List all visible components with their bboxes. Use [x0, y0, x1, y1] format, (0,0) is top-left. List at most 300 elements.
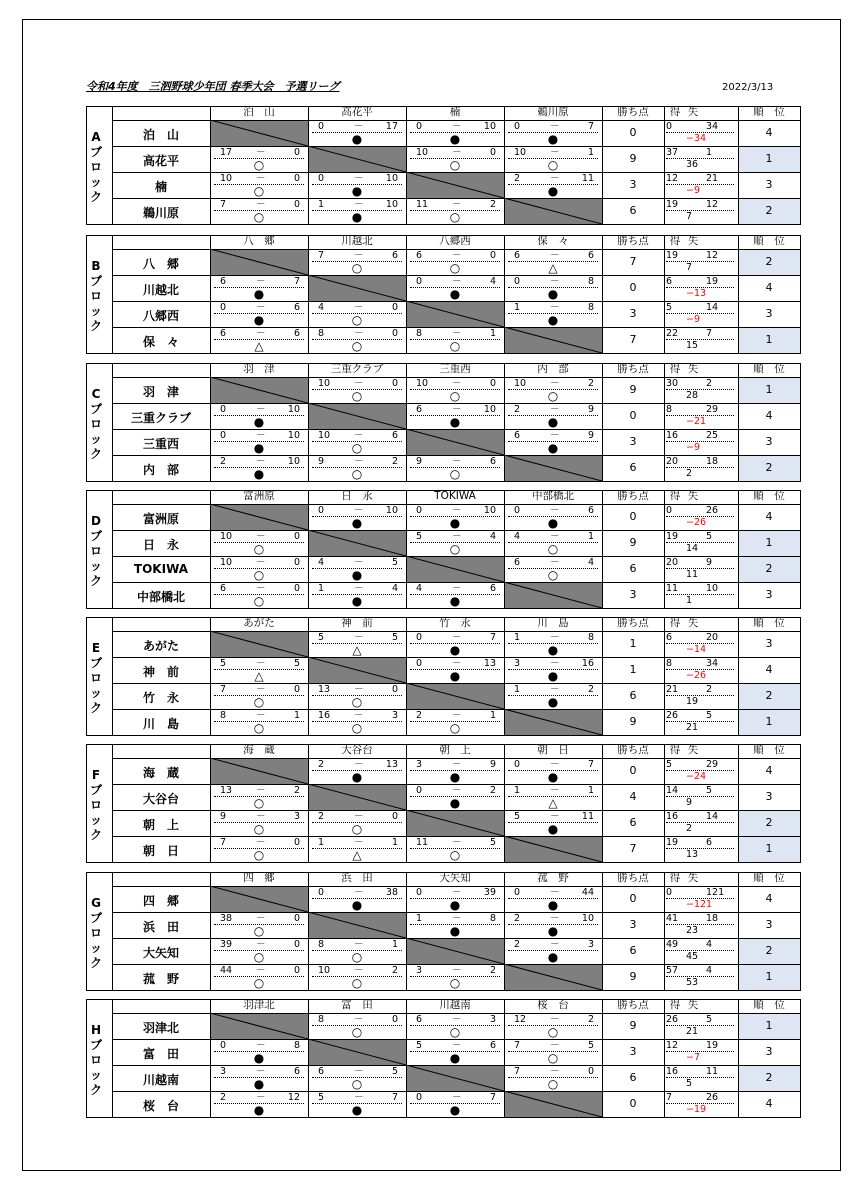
score-separator: － — [256, 913, 266, 924]
self-match-cell — [210, 249, 308, 275]
rank-value: 1 — [765, 715, 773, 728]
score-opponent: 13 — [385, 759, 398, 770]
rank-value: 4 — [765, 892, 773, 905]
match-cell — [210, 1039, 308, 1065]
block-a — [86, 106, 800, 224]
self-match-cell — [504, 709, 602, 735]
self-match-cell — [504, 327, 602, 353]
score-separator: － — [452, 276, 462, 287]
match-cell — [210, 198, 308, 224]
result-symbol: ○ — [449, 848, 461, 862]
column-line — [664, 617, 665, 735]
runs-for: 14 — [666, 785, 679, 796]
result-symbol: ● — [351, 594, 363, 608]
team-name: 高花平 — [142, 154, 179, 168]
score-separator: － — [550, 939, 560, 950]
match-cell — [406, 249, 504, 275]
runs-for: 0 — [666, 887, 673, 898]
result-symbol: ○ — [449, 210, 461, 224]
result-symbol: ● — [253, 441, 265, 455]
match-cell — [504, 275, 602, 301]
runs-for: 5 — [666, 759, 673, 770]
score-opponent: 0 — [293, 173, 300, 184]
self-match-cell — [406, 172, 504, 198]
header-team-name: 富 田 — [341, 999, 373, 1011]
block-right-line — [800, 872, 801, 991]
result-symbol: △ — [548, 261, 558, 275]
self-match-cell — [308, 403, 406, 429]
header-rank: 順 位 — [753, 106, 785, 118]
result-symbol: ● — [253, 1077, 265, 1091]
runs-for: 6 — [666, 632, 673, 643]
block-right-line — [800, 617, 801, 736]
header-team-name: 四 郷 — [243, 872, 275, 884]
rank-value: 4 — [765, 409, 773, 422]
score-own: 9 — [416, 456, 423, 467]
run-difference: 7 — [686, 211, 693, 222]
result-symbol: ○ — [547, 1025, 559, 1039]
score-separator: － — [452, 837, 462, 848]
score-opponent: 2 — [489, 965, 496, 976]
team-name: 中部橋北 — [136, 590, 185, 604]
score-own: 0 — [416, 505, 423, 516]
score-separator: － — [354, 378, 364, 389]
result-symbol: ● — [547, 132, 559, 146]
block-label — [86, 514, 106, 589]
run-difference: 21 — [686, 1026, 699, 1037]
score-opponent: 1 — [489, 328, 496, 339]
score-separator: － — [452, 785, 462, 796]
result-symbol: ● — [547, 924, 559, 938]
score-own: 10 — [514, 147, 527, 158]
score-opponent: 3 — [489, 1014, 496, 1025]
runs-for: 30 — [666, 378, 679, 389]
score-separator: － — [354, 199, 364, 210]
result-symbol: ● — [547, 441, 559, 455]
score-opponent: 2 — [293, 785, 300, 796]
score-opponent: 0 — [489, 147, 496, 158]
result-symbol: ○ — [449, 158, 461, 172]
score-own: 3 — [416, 965, 423, 976]
team-name: 浜 田 — [142, 920, 179, 934]
match-cell — [504, 172, 602, 198]
score-own: 0 — [416, 121, 423, 132]
run-difference: 19 — [686, 696, 699, 707]
runs-dotted-line — [666, 796, 734, 797]
score-separator: － — [256, 837, 266, 848]
score-separator: － — [354, 759, 364, 770]
match-cell — [406, 530, 504, 556]
score-separator: － — [256, 404, 266, 415]
score-own: 9 — [220, 811, 227, 822]
score-own: 10 — [514, 378, 527, 389]
document-title: 令和4年度 三泗野球少年団 春季大会 予選リーグ — [86, 80, 340, 93]
run-difference: 11 — [686, 569, 699, 580]
rank-value: 3 — [765, 637, 773, 650]
points-value: 3 — [629, 435, 637, 448]
score-opponent: 5 — [391, 557, 398, 568]
header-team-name: 大矢知 — [439, 872, 471, 884]
header-runs-against: 失 — [687, 872, 699, 884]
runs-against: 4 — [706, 939, 713, 950]
header-team-name: 保 々 — [537, 235, 569, 247]
result-symbol: ● — [547, 898, 559, 912]
score-own: 10 — [220, 557, 233, 568]
rank-value: 1 — [765, 842, 773, 855]
team-name: 富 田 — [142, 1047, 179, 1061]
result-symbol: ● — [449, 516, 461, 530]
match-cell — [406, 504, 504, 530]
run-difference: −7 — [686, 1052, 701, 1063]
runs-against: 12 — [706, 199, 719, 210]
match-cell — [308, 198, 406, 224]
score-separator: － — [256, 785, 266, 796]
score-own: 8 — [318, 1014, 325, 1025]
header-rank: 順 位 — [753, 617, 785, 629]
score-separator: － — [256, 302, 266, 313]
result-symbol: ○ — [253, 796, 265, 810]
block-bottom-line — [86, 862, 800, 863]
header-points: 勝ち点 — [617, 744, 649, 756]
score-own: 11 — [416, 837, 429, 848]
score-opponent: 1 — [293, 710, 300, 721]
score-own: 39 — [220, 939, 233, 950]
match-cell — [504, 657, 602, 683]
runs-against: 5 — [706, 531, 713, 542]
score-opponent: 9 — [587, 404, 594, 415]
result-symbol: ○ — [253, 950, 265, 964]
result-symbol: ● — [351, 516, 363, 530]
self-match-cell — [504, 198, 602, 224]
team-name: あがた — [142, 639, 179, 653]
result-symbol: ● — [449, 415, 461, 429]
score-own: 3 — [416, 759, 423, 770]
block-label-text: Gブロック — [89, 896, 102, 970]
score-opponent: 10 — [483, 121, 496, 132]
score-separator: － — [256, 557, 266, 568]
runs-against: 14 — [706, 811, 719, 822]
block-label — [86, 641, 106, 716]
score-separator: － — [550, 887, 560, 898]
match-cell — [308, 810, 406, 836]
block-label-text: Bブロック — [89, 259, 102, 333]
result-symbol: ● — [253, 313, 265, 327]
self-match-cell — [504, 964, 602, 990]
runs-for: 12 — [666, 1040, 679, 1051]
score-own: 44 — [220, 965, 233, 976]
match-cell — [406, 403, 504, 429]
match-cell — [210, 146, 308, 172]
match-cell — [210, 1065, 308, 1091]
result-symbol: ○ — [253, 184, 265, 198]
self-match-cell — [210, 120, 308, 146]
match-cell — [210, 530, 308, 556]
result-symbol: ● — [547, 287, 559, 301]
run-difference: −26 — [686, 517, 707, 528]
team-name: 三重西 — [142, 437, 179, 451]
block-d — [86, 490, 800, 608]
result-symbol: ● — [449, 898, 461, 912]
score-own: 0 — [220, 302, 227, 313]
header-team-name: 楠 — [449, 106, 461, 118]
result-symbol: ○ — [351, 721, 363, 735]
match-cell — [504, 631, 602, 657]
result-symbol: △ — [254, 669, 264, 683]
result-symbol: ○ — [449, 389, 461, 403]
runs-against: 6 — [706, 837, 713, 848]
team-name: 川 島 — [142, 717, 179, 731]
score-opponent: 7 — [587, 121, 594, 132]
result-symbol: ○ — [253, 568, 265, 582]
score-separator: － — [354, 250, 364, 261]
result-symbol: ○ — [253, 822, 265, 836]
match-cell — [308, 758, 406, 784]
result-symbol: ● — [547, 516, 559, 530]
score-opponent: 6 — [293, 302, 300, 313]
column-line — [602, 744, 603, 862]
result-symbol: ○ — [351, 467, 363, 481]
points-value: 0 — [629, 126, 637, 139]
score-separator: － — [550, 531, 560, 542]
result-symbol: ○ — [547, 568, 559, 582]
block-label-text: Aブロック — [89, 130, 102, 204]
result-symbol: ● — [449, 1103, 461, 1117]
score-separator: － — [256, 811, 266, 822]
score-own: 7 — [220, 684, 227, 695]
score-separator: － — [354, 583, 364, 594]
run-difference: 2 — [686, 823, 693, 834]
result-symbol: ● — [449, 924, 461, 938]
self-match-cell — [210, 1013, 308, 1039]
score-own: 6 — [514, 250, 521, 261]
self-match-cell — [406, 429, 504, 455]
score-separator: － — [256, 583, 266, 594]
header-points: 勝ち点 — [617, 106, 649, 118]
team-name: TOKIWA — [133, 562, 189, 576]
match-cell — [308, 556, 406, 582]
header-team-name: 朝 上 — [439, 744, 471, 756]
team-name: 鵜川原 — [142, 206, 179, 220]
score-opponent: 0 — [293, 531, 300, 542]
runs-against: 19 — [706, 276, 719, 287]
match-cell — [406, 327, 504, 353]
runs-against: 7 — [706, 328, 713, 339]
score-own: 8 — [318, 939, 325, 950]
team-name: 川越南 — [142, 1073, 179, 1087]
match-cell — [210, 275, 308, 301]
block-bottom-line — [86, 481, 800, 482]
score-own: 12 — [514, 1014, 527, 1025]
result-symbol: ● — [351, 1103, 363, 1117]
score-separator: － — [354, 557, 364, 568]
team-name: 保 々 — [142, 335, 179, 349]
match-cell — [210, 683, 308, 709]
score-opponent: 7 — [489, 632, 496, 643]
runs-for: 8 — [666, 658, 673, 669]
score-separator: － — [550, 378, 560, 389]
score-separator: － — [354, 1014, 364, 1025]
run-difference: 15 — [686, 340, 699, 351]
score-opponent: 10 — [385, 173, 398, 184]
score-opponent: 0 — [293, 583, 300, 594]
match-cell — [308, 886, 406, 912]
team-name: 富洲原 — [142, 512, 179, 526]
rank-value: 1 — [765, 152, 773, 165]
self-match-cell — [308, 530, 406, 556]
run-difference: 5 — [686, 1078, 693, 1089]
block-bottom-line — [86, 608, 800, 609]
team-name: 八 郷 — [142, 257, 179, 271]
match-cell — [210, 912, 308, 938]
score-own: 5 — [416, 531, 423, 542]
document-date: 2022/3/13 — [722, 82, 774, 93]
run-difference: −26 — [686, 670, 707, 681]
team-name: 羽津北 — [142, 1021, 179, 1035]
match-cell — [210, 657, 308, 683]
runs-dotted-line — [666, 1025, 734, 1026]
team-name: 川越北 — [142, 283, 179, 297]
score-opponent: 6 — [489, 1040, 496, 1051]
score-separator: － — [256, 710, 266, 721]
header-team-name: 竹 永 — [439, 617, 471, 629]
runs-for: 16 — [666, 1066, 679, 1077]
team-name: 竹 永 — [142, 691, 179, 705]
score-own: 2 — [416, 710, 423, 721]
runs-against: 11 — [706, 1066, 719, 1077]
match-cell — [210, 709, 308, 735]
result-symbol: ● — [547, 770, 559, 784]
match-cell — [504, 810, 602, 836]
self-match-cell — [406, 810, 504, 836]
team-name: 八郷西 — [142, 309, 179, 323]
score-own: 0 — [514, 276, 521, 287]
score-own: 0 — [416, 887, 423, 898]
score-own: 8 — [220, 710, 227, 721]
runs-for: 0 — [666, 121, 673, 132]
score-own: 4 — [318, 302, 325, 313]
match-cell — [210, 810, 308, 836]
match-cell — [308, 249, 406, 275]
runs-for: 20 — [666, 456, 679, 467]
match-cell — [406, 1091, 504, 1117]
score-own: 2 — [514, 939, 521, 950]
column-line — [602, 999, 603, 1117]
result-symbol: ○ — [449, 1025, 461, 1039]
result-symbol: ● — [449, 287, 461, 301]
header-points: 勝ち点 — [617, 617, 649, 629]
runs-against: 25 — [706, 430, 719, 441]
score-separator: － — [256, 276, 266, 287]
runs-dotted-line — [666, 924, 734, 925]
rank-value: 4 — [765, 126, 773, 139]
result-symbol: ● — [253, 467, 265, 481]
score-own: 0 — [318, 121, 325, 132]
score-opponent: 0 — [293, 557, 300, 568]
score-own: 10 — [318, 378, 331, 389]
header-points: 勝ち点 — [617, 872, 649, 884]
score-own: 5 — [318, 632, 325, 643]
header-team-name: 八 郷 — [243, 235, 275, 247]
result-symbol: ● — [547, 695, 559, 709]
result-symbol: ● — [253, 415, 265, 429]
score-separator: － — [354, 173, 364, 184]
score-opponent: 4 — [489, 531, 496, 542]
score-opponent: 5 — [391, 1066, 398, 1077]
score-separator: － — [354, 887, 364, 898]
header-points: 勝ち点 — [617, 490, 649, 502]
score-opponent: 0 — [391, 1014, 398, 1025]
result-symbol: △ — [352, 643, 362, 657]
score-opponent: 13 — [483, 658, 496, 669]
result-symbol: ● — [351, 770, 363, 784]
column-line — [664, 235, 665, 353]
runs-against: 29 — [706, 404, 719, 415]
score-own: 6 — [416, 1014, 423, 1025]
block-label-text: Eブロック — [89, 641, 102, 715]
column-line — [664, 872, 665, 990]
score-own: 2 — [514, 404, 521, 415]
runs-dotted-line — [666, 594, 734, 595]
match-cell — [504, 403, 602, 429]
header-team-name: 朝 日 — [537, 744, 569, 756]
match-cell — [504, 530, 602, 556]
block-label — [86, 896, 106, 971]
score-opponent: 2 — [489, 199, 496, 210]
run-difference: 1 — [686, 595, 693, 606]
score-separator: － — [550, 121, 560, 132]
score-opponent: 5 — [489, 837, 496, 848]
result-symbol: ● — [253, 1103, 265, 1117]
score-own: 0 — [416, 276, 423, 287]
points-value: 9 — [629, 1019, 637, 1032]
match-cell — [406, 275, 504, 301]
score-opponent: 12 — [287, 1092, 300, 1103]
column-line — [602, 617, 603, 735]
runs-dotted-line — [666, 210, 734, 211]
column-line — [602, 872, 603, 990]
rank-value: 3 — [765, 307, 773, 320]
runs-for: 12 — [666, 173, 679, 184]
rank-value: 3 — [765, 178, 773, 191]
score-separator: － — [256, 456, 266, 467]
score-opponent: 6 — [391, 250, 398, 261]
block-bottom-line — [86, 990, 800, 991]
run-difference: 21 — [686, 722, 699, 733]
score-opponent: 9 — [489, 759, 496, 770]
rank-value: 2 — [765, 816, 773, 829]
runs-for: 49 — [666, 939, 679, 950]
score-separator: － — [452, 531, 462, 542]
header-rank: 順 位 — [753, 363, 785, 375]
score-opponent: 3 — [293, 811, 300, 822]
result-symbol: ● — [351, 210, 363, 224]
header-rank: 順 位 — [753, 872, 785, 884]
header-team-name: 神 前 — [341, 617, 373, 629]
score-own: 10 — [416, 147, 429, 158]
score-own: 6 — [416, 250, 423, 261]
score-separator: － — [550, 430, 560, 441]
score-separator: － — [452, 1040, 462, 1051]
runs-dotted-line — [666, 976, 734, 977]
header-runs-for: 得 — [669, 235, 681, 247]
header-points: 勝ち点 — [617, 363, 649, 375]
score-opponent: 2 — [391, 456, 398, 467]
score-opponent: 0 — [293, 837, 300, 848]
points-value: 9 — [629, 152, 637, 165]
match-cell — [504, 1013, 602, 1039]
score-own: 10 — [318, 965, 331, 976]
match-cell — [504, 758, 602, 784]
